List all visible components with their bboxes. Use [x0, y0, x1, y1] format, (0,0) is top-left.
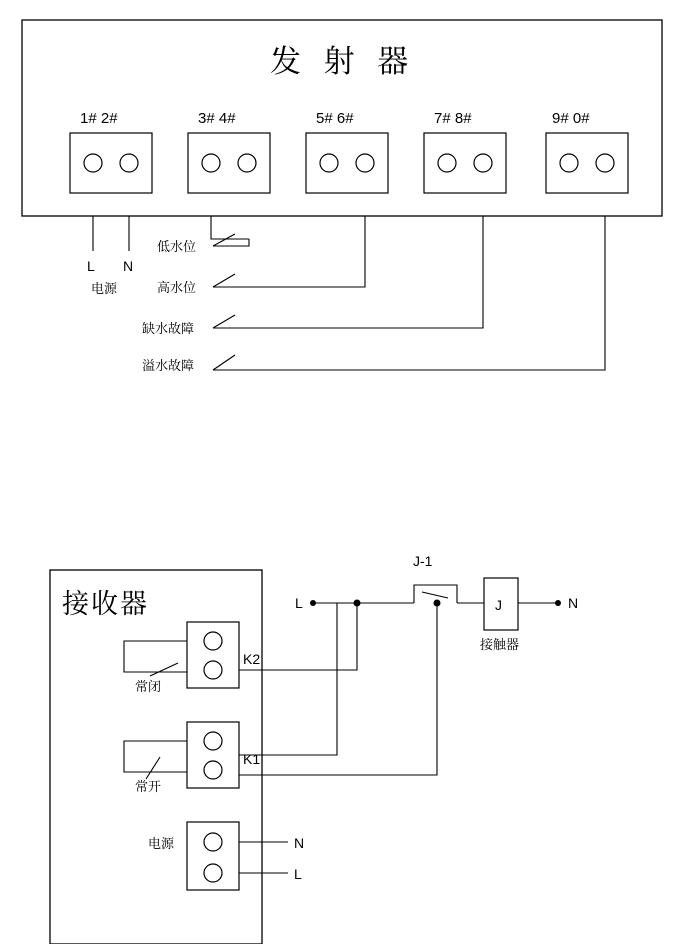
relay-k1-pin-bottom — [204, 761, 222, 779]
node-n — [555, 600, 561, 606]
receiver-power-label-n: N — [294, 835, 305, 851]
signal-label-water-shortage: 缺水故障 — [142, 321, 195, 336]
terminal-block-4 — [424, 133, 506, 193]
terminal-block-3 — [306, 133, 388, 193]
contact-arm-j1 — [422, 592, 448, 598]
power-label-n: N — [123, 258, 134, 274]
receiver-power-caption: 电源 — [148, 836, 175, 851]
contact-label-j1: J-1 — [413, 553, 433, 569]
relay-k2-pin-bottom — [204, 661, 222, 679]
transmitter-group-label-1: 1# 2# — [80, 110, 118, 127]
wire-overflow — [213, 216, 605, 370]
wire-high-level — [213, 216, 365, 287]
terminal-pin-4 — [238, 154, 256, 172]
signal-label-low-level: 低水位 — [157, 239, 197, 254]
terminal-pin-2 — [120, 154, 138, 172]
receiver-power-label-l: L — [294, 866, 302, 882]
terminal-pin-6 — [356, 154, 374, 172]
relay-label-k2: K2 — [243, 651, 261, 667]
transmitter-group-label-2: 3# 4# — [198, 110, 236, 127]
transmitter-title: 发 射 器 — [270, 44, 416, 79]
terminal-block-2 — [188, 133, 270, 193]
terminal-pin-1 — [84, 154, 102, 172]
coil-caption: 接触器 — [480, 637, 520, 652]
terminal-block-1 — [70, 133, 152, 193]
power-label-l: L — [87, 258, 95, 274]
power-caption: 电源 — [91, 281, 118, 296]
receiver-power-pin-n — [204, 833, 222, 851]
terminal-pin-5 — [320, 154, 338, 172]
terminal-pin-9 — [560, 154, 578, 172]
terminal-pin-3 — [202, 154, 220, 172]
receiver-power-pin-l — [204, 864, 222, 882]
coil-label-j: J — [495, 597, 502, 613]
terminal-pin-0 — [596, 154, 614, 172]
relay-k2-pin-top — [204, 632, 222, 650]
receiver-title: 接收器 — [62, 589, 149, 619]
transmitter-group-label-4: 7# 8# — [434, 110, 472, 127]
relay-label-k1: K1 — [243, 751, 261, 767]
signal-label-overflow: 溢水故障 — [142, 358, 195, 373]
relay-k1-pin-top — [204, 732, 222, 750]
wire-low-level-up — [211, 216, 249, 239]
terminal-pin-8 — [474, 154, 492, 172]
relay-mode-k1: 常开 — [135, 779, 162, 794]
transmitter-group-label-3: 5# 6# — [316, 110, 354, 127]
switch-arm-high-level — [213, 274, 235, 287]
signal-label-high-level: 高水位 — [157, 280, 197, 295]
switch-arm-low-level — [213, 234, 235, 246]
wire-k1-to-contact — [239, 603, 437, 775]
external-label-n: N — [568, 595, 579, 611]
switch-arm-overflow — [213, 355, 235, 370]
relay-mode-k2: 常闭 — [135, 679, 162, 694]
wire-water-shortage — [213, 216, 483, 328]
external-label-l: L — [295, 595, 303, 611]
terminal-pin-7 — [438, 154, 456, 172]
switch-arm-water-shortage — [213, 315, 235, 328]
terminal-block-5 — [546, 133, 628, 193]
transmitter-group-label-5: 9# 0# — [552, 110, 590, 127]
